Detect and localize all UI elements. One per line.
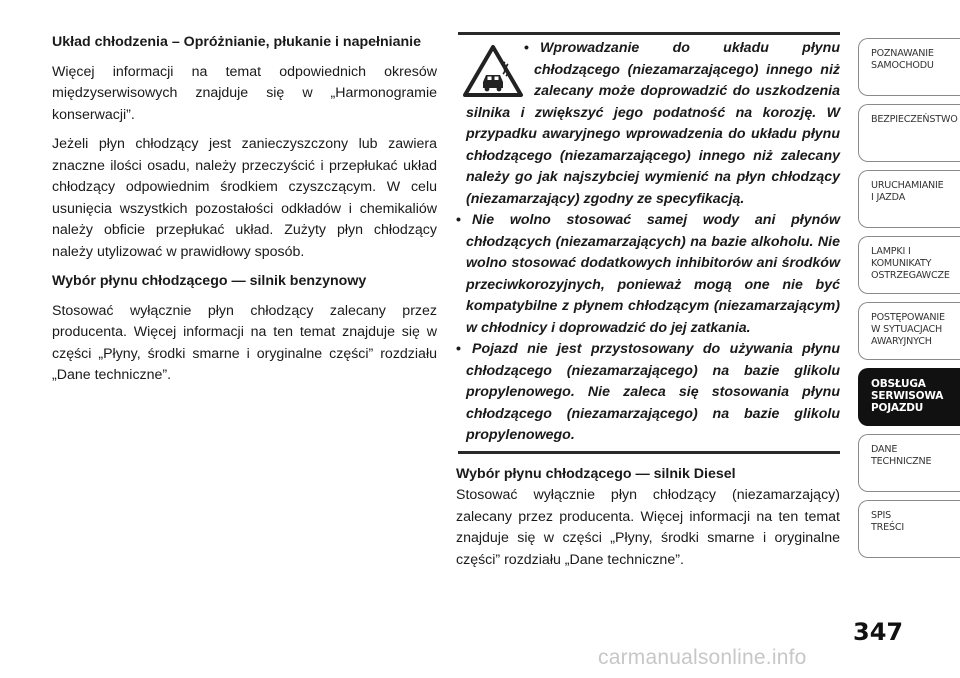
diesel-section [456, 464, 840, 572]
heading-coolant-diesel: Wybór płynu chłodzącego — silnik Diesel [456, 465, 736, 482]
tab-poznawanie[interactable]: POZNAWANIE SAMOCHODU [858, 38, 960, 96]
tab-postepowanie[interactable]: POSTĘPOWANIE W SYTUACJACH AWARYJNYCH [858, 302, 960, 360]
bullet-dot: • [456, 212, 461, 228]
tab-spis-tresci[interactable]: SPIS TREŚCI [858, 500, 960, 558]
tab-bezpieczenstwo[interactable]: BEZPIECZEŃSTWO [858, 104, 960, 162]
warning-top-rule [458, 32, 840, 35]
warning-bottom-rule [458, 451, 840, 454]
warning-box [456, 32, 840, 447]
warning-bullet-1-text: Wprowadzanie do układu płynu chłodzącego (niezamarzającego) innego niż zalecany może doprowadzić do uszkodzenia silnika i zwiększyć jego podatność na korozję. W przypadku awaryjnego wprowadzenia do układu płynu chłodzącego (niezamarzającego) innego niż zalecany należy go jak najszybciej wymienić na płyn chłodzący (niezamarzający) zgodny ze specyfikacją. [466, 40, 840, 207]
paragraph-maintenance-ref: Więcej informacji na temat odpowiednich okresów międzyserwisowych znajduje się w „Harmonogramie konserwacji”. [52, 63, 437, 123]
warning-bullet-3 [456, 339, 840, 447]
left-column [52, 32, 437, 395]
heading-coolant-gasoline: Wybór płynu chłodzącego — silnik benzynowy [52, 273, 367, 289]
tab-uruchamianie[interactable]: URUCHAMIANIE I JAZDA [858, 170, 960, 228]
tab-obsluga-active[interactable]: OBSŁUGA SERWISOWA POJAZDU [858, 368, 960, 426]
tab-lampki[interactable]: LAMPKI I KOMUNIKATY OSTRZEGAWCZE [858, 236, 960, 294]
warning-bullet-2 [456, 210, 840, 339]
paragraph-coolant-diesel: Stosować wyłącznie płyn chłodzący (niezamarzający) zalecany przez producenta. Więcej informacji na ten temat znajduje się w części „Płyny, środki smarne i oryginalne części” rozdziału „Dane techniczne”. [456, 487, 840, 568]
paragraph-coolant-gasoline: Stosować wyłącznie płyn chłodzący zalecany przez producenta. Więcej informacji na ten temat znajduje się w części „Płyny, środki smarne i oryginalne części” rozdziału „Dane techniczne”. [52, 302, 437, 383]
tab-dane-techniczne[interactable]: DANE TECHNICZNE [858, 434, 960, 492]
heading-cooling-drain: Układ chłodzenia – Opróżnianie, płukanie i napełnianie [52, 34, 421, 50]
bullet-dot: • [524, 40, 529, 56]
chapter-tabs [858, 38, 960, 566]
warning-bullet-3-text: Pojazd nie jest przystosowany do używania płynu chłodzącego (niezamarzającego) na bazie glikolu propylenowego. Nie zaleca się stosowania płynu chłodzącego (niezamarzającego) na bazie glikolu propylenowego. [466, 341, 840, 443]
page-number: 347 [853, 618, 904, 646]
warning-triangle-icon [462, 44, 524, 98]
paragraph-flush-instructions: Jeżeli płyn chłodzący jest zanieczyszczony lub zawiera znaczne ilości osadu, należy przeczyścić i przepłukać układ chłodzący odpowiednim środkiem czyszczącym. W celu usunięcia wszystkich pozostałości odkładów i chemikaliów należy obficie przepłukać układ. Zużyty płyn chłodzący należy utylizować w prawidłowy sposób. [52, 136, 437, 260]
watermark: carmanualsonline.info [598, 646, 807, 669]
bullet-dot: • [456, 341, 461, 357]
warning-bullet-2-text: Nie wolno stosować samej wody ani płynów chłodzących (niezamarzających) na bazie alkoholu. Nie wolno stosować dodatkowych inhibitorów ani środków przeciwkorozyjnych, ponieważ mogą one nie być kompatybilne z płynem chłodzącym (niezamarzającym) w chłodnicy i doprowadzić do jej zatkania. [466, 212, 840, 336]
right-column [456, 32, 840, 571]
